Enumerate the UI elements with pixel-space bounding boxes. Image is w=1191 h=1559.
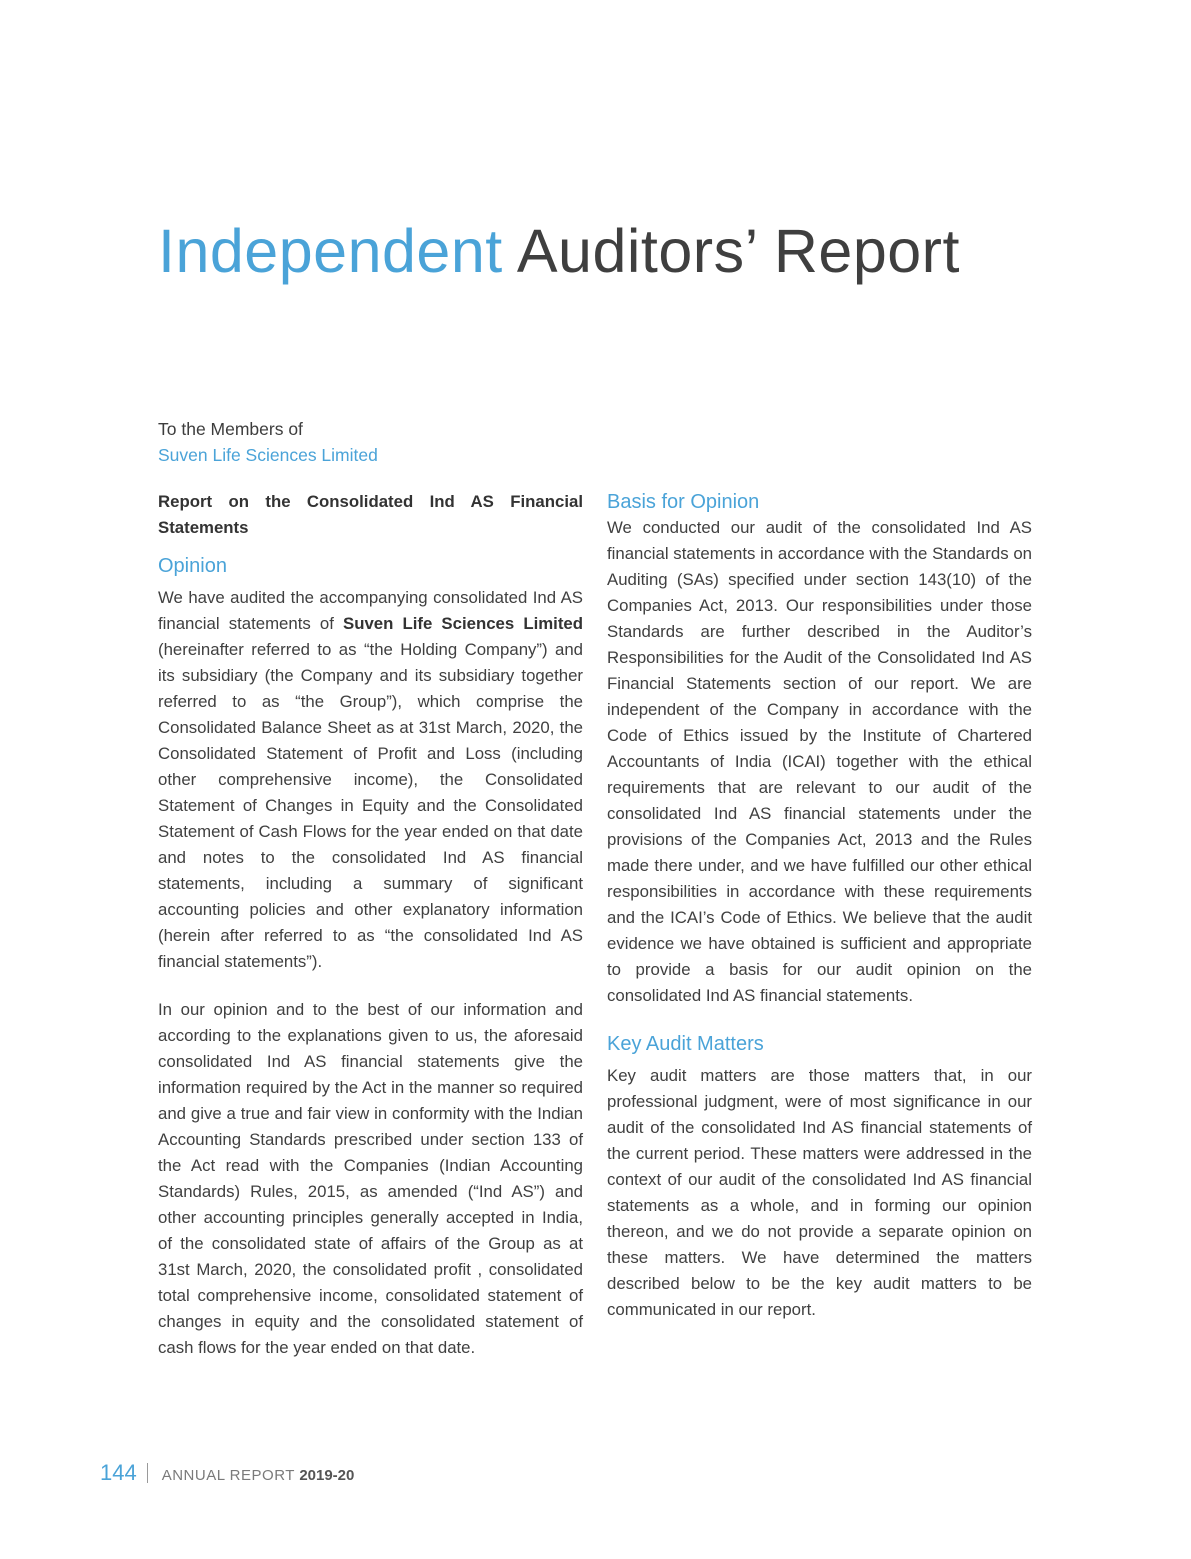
report-heading: Report on the Consolidated Ind AS Financial Statements — [158, 492, 583, 537]
footer-divider — [147, 1463, 148, 1483]
opinion-p1-text-a: We have audited the accompanying consolidated Ind AS financial statements of — [158, 588, 583, 633]
opinion-p1-text-b: (hereinafter referred to as “the Holding Company”) and its subsidiary (the Company and its subsidiary together referred to as “the Group”), which comprise the Consolidated Balance Sheet as at 31st March, 2020, the Consolidated Statement of Profit and Loss (including other comprehensive income), the Consolidated Statement of Changes in Equity and the Consolidated Statement of Cash Flows for the year ended on that date and notes to the consolidated Ind AS financial statements, including a summary of significant accounting policies and other explanatory information (herein after referred to as “the consolidated Ind AS financial statements”). — [158, 640, 583, 971]
opinion-p1-company: Suven Life Sciences Limited — [343, 614, 583, 633]
page-number: 144 — [100, 1460, 137, 1485]
basis-heading: Basis for Opinion — [607, 491, 760, 513]
kam-heading: Key Audit Matters — [607, 1033, 764, 1055]
kam-paragraph: Key audit matters are those matters that, in our professional judgment, were of most significance in our audit of the consolidated Ind AS financial statements of the current period. These matters were addressed in the context of our audit of the consolidated Ind AS financial statements as a whole, and in forming our opinion thereon, and we do not provide a separate opinion on these matters. We have determined the matters described below to be the key audit matters to be communicated in our report. — [607, 1066, 1032, 1319]
section-gap — [607, 1009, 1032, 1031]
right-column — [607, 489, 1032, 1323]
title-accent: Independent — [158, 217, 503, 285]
addressee-to: To the Members of — [158, 419, 303, 439]
title-rest: Auditors’ Report — [516, 217, 960, 285]
addressee-block — [158, 416, 378, 468]
footer-label: ANNUAL REPORT — [161, 1467, 300, 1484]
addressee-company: Suven Life Sciences Limited — [158, 445, 378, 465]
left-column — [158, 489, 583, 1361]
page-footer — [100, 1460, 354, 1486]
footer-year: 2019-20 — [299, 1467, 355, 1484]
opinion-paragraph-1 — [158, 585, 583, 975]
paragraph-gap — [158, 975, 583, 997]
page-title — [158, 218, 960, 285]
basis-paragraph: We conducted our audit of the consolidated Ind AS financial statements in accordance with the Standards on Auditing (SAs) specified under section 143(10) of the Companies Act, 2013. Our responsibilities under those Standards are further described in the Auditor’s Responsibilities for the Audit of the Consolidated Ind AS Financial Statements section of our report. We are independent of the Company in accordance with the Code of Ethics issued by the Institute of Chartered Accountants of India (ICAI) together with the ethical requirements that are relevant to our audit of the consolidated Ind AS financial statements under the provisions of the Companies Act, 2013 and the Rules made there under, and we have fulfilled our other ethical responsibilities in accordance with these requirements and the ICAI’s Code of Ethics. We believe that the audit evidence we have obtained is sufficient and appropriate to provide a basis for our audit opinion on the consolidated Ind AS financial statements. — [607, 518, 1032, 1005]
opinion-heading: Opinion — [158, 555, 227, 577]
opinion-paragraph-2: In our opinion and to the best of our information and according to the explanations given to us, the aforesaid consolidated Ind AS financial statements give the information required by the Act in the manner so required and give a true and fair view in conformity with the Indian Accounting Standards prescribed under section 133 of the Act read with the Companies (Indian Accounting Standards) Rules, 2015, as amended (“Ind AS”) and other accounting principles generally accepted in India, of the consolidated state of affairs of the Group as at 31st March, 2020, the consolidated profit , consolidated total comprehensive income, consolidated statement of changes in equity and the consolidated statement of cash flows for the year ended on that date. — [158, 1000, 583, 1357]
